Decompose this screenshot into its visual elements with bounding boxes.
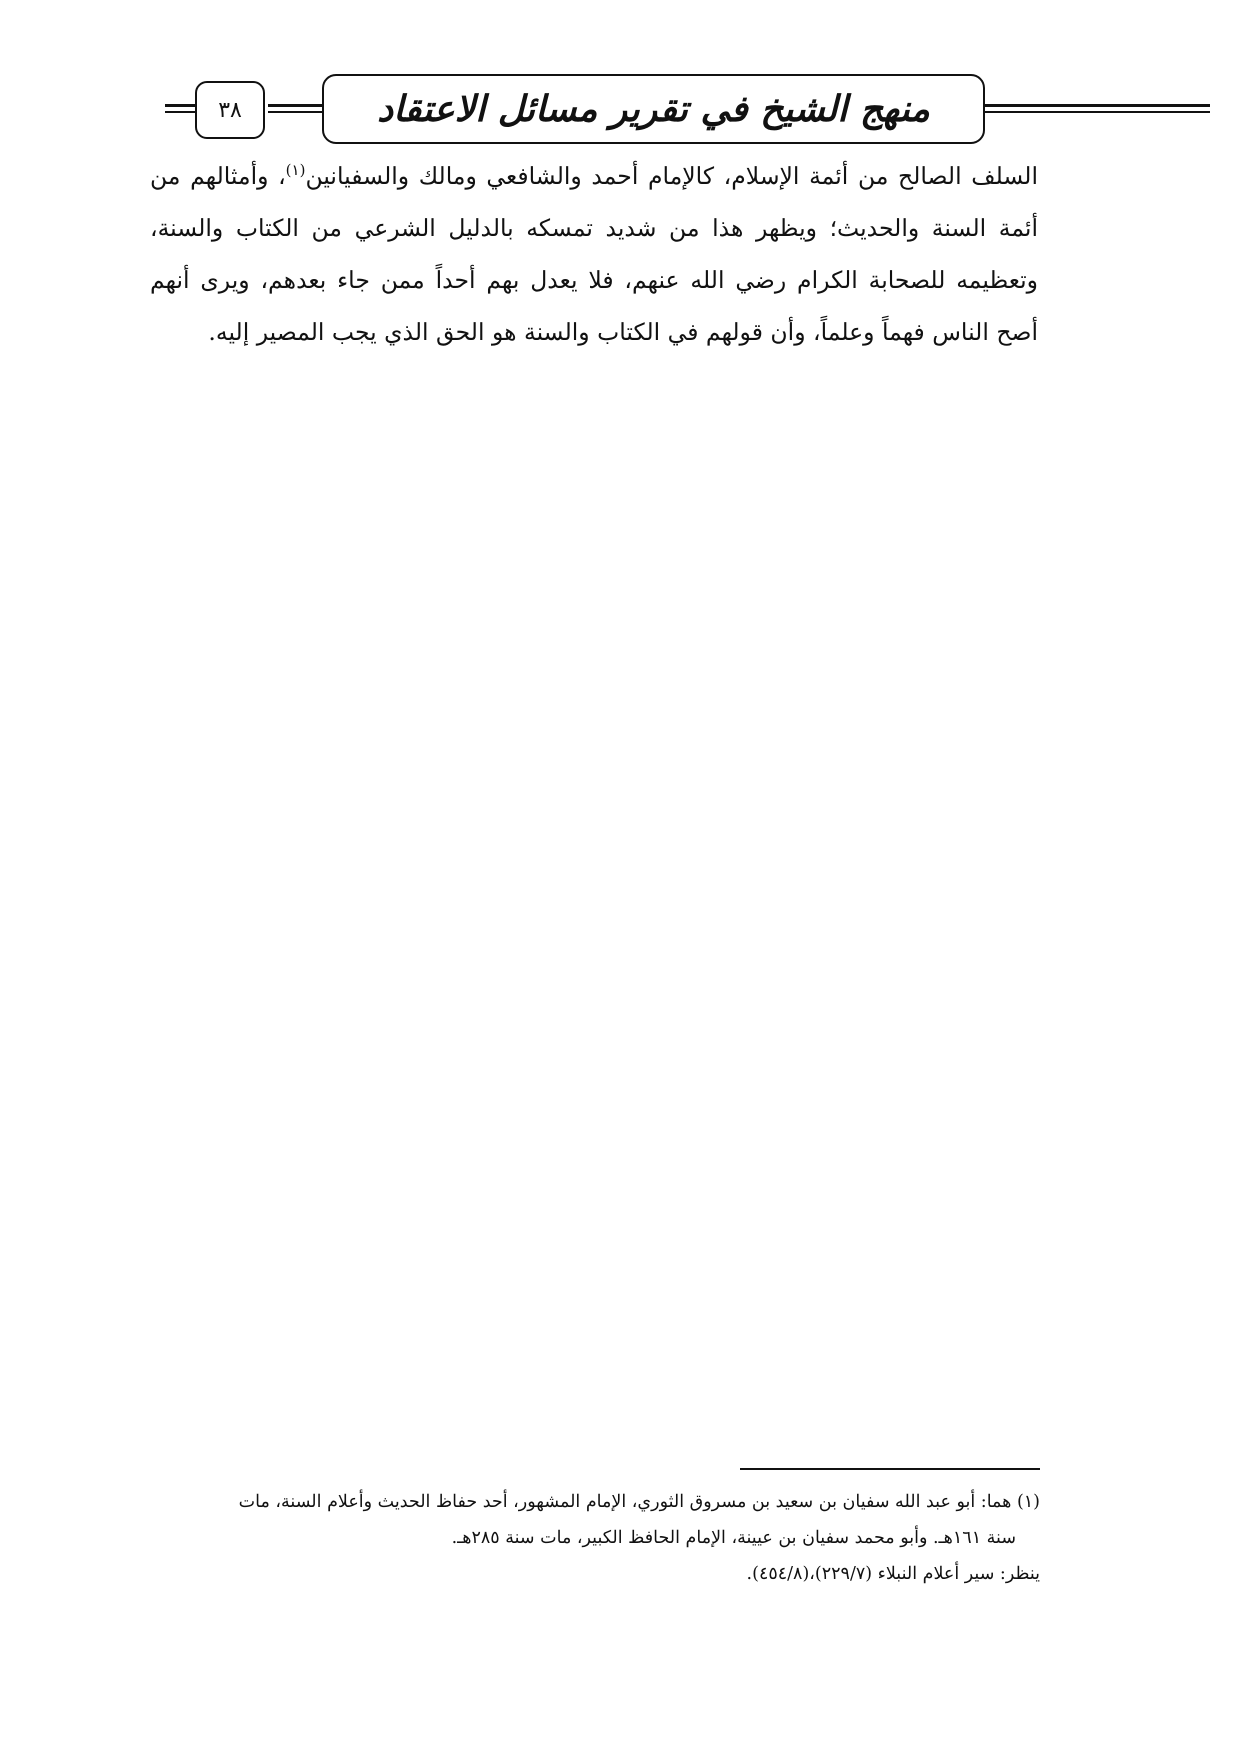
footnote-separator <box>740 1468 1040 1470</box>
running-title: منهج الشيخ في تقرير مسائل الاعتقاد <box>377 88 930 130</box>
page-number: ٣٨ <box>218 97 242 123</box>
footnote-line-2: سنة ١٦١هـ. وأبو محمد سفيان بن عيينة، الإمام الحافظ الكبير، مات سنة ٢٨٥هـ. <box>451 1528 1016 1548</box>
header-rule-right <box>985 104 1210 107</box>
body-text-part1: السلف الصالح من أئمة الإسلام، كالإمام أحمد والشافعي ومالك والسفيانين <box>305 162 1038 190</box>
footnote-line-3: ينظر: سير أعلام النبلاء (٢٢٩/٧)،(٤٥٤/٨). <box>746 1564 1040 1584</box>
body-text <box>150 150 1038 358</box>
body-paragraph <box>150 150 1038 358</box>
header-rule-middle <box>268 104 322 107</box>
body-text-part2: ، وأمثالهم من أئمة السنة والحديث؛ ويظهر هذا من شديد تمسكه بالدليل الشرعي من الكتاب والسنة، وتعظيمه للصحابة الكرام رضي الله عنهم، فلا يعدل بهم أحداً ممن جاء بعدهم، ويرى أنهم أصح الناس فهماً وعلماً، وأن قولهم في الكتاب والسنة هو الحق الذي يجب المصير إليه. <box>150 162 1038 346</box>
footnote-line-1: (١) هما: أبو عبد الله سفيان بن سعيد بن مسروق الثوري، الإمام المشهور، أحد حفاظ الحديث وأعلام السنة، مات <box>238 1492 1040 1512</box>
page-number-box <box>195 81 265 139</box>
footnotes <box>150 1484 1040 1592</box>
header-rule-left <box>165 104 195 107</box>
running-title-box <box>322 74 985 144</box>
footnote-reference[interactable]: (١) <box>285 161 306 180</box>
